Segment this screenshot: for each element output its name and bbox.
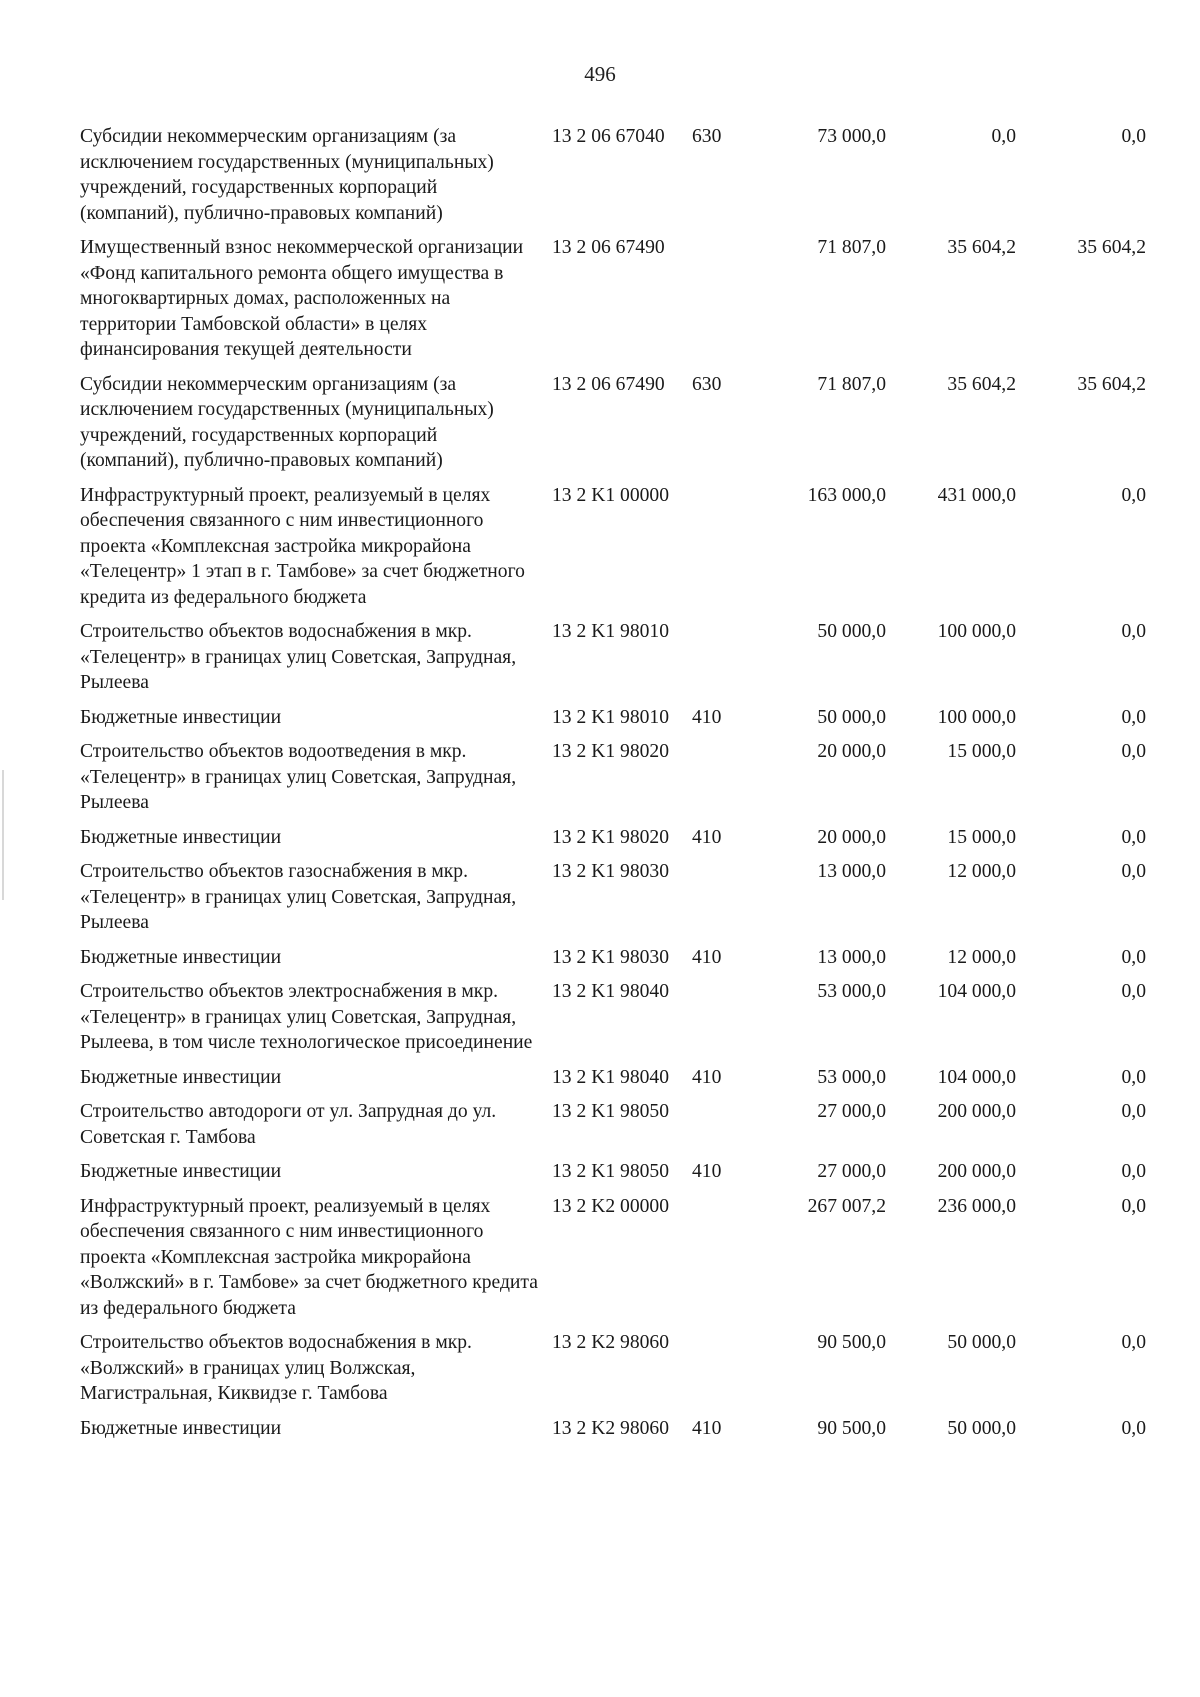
expenditure-name-cell: Строительство объектов водоснабжения в мкр. «Телецентр» в границах улиц Советская, Запрудная, Рылеева: [80, 621, 517, 693]
target-article-code-cell: 13 2 K1 98050: [552, 1101, 670, 1122]
amount-year2-cell: 15 000,0: [947, 741, 1016, 762]
amount-year1-cell: 27 000,0: [817, 1101, 886, 1122]
target-article-code-cell: 13 2 K1 98040: [552, 1066, 670, 1088]
expense-type-code-cell: 410: [692, 826, 722, 848]
amount-year2-cell: 50 000,0: [947, 1332, 1016, 1353]
target-article-code-cell: 13 2 K1 98020: [552, 741, 670, 762]
expenditure-name-cell: Бюджетные инвестиции: [80, 1161, 282, 1182]
expenditure-name-cell: Бюджетные инвестиции: [80, 706, 282, 728]
amount-year1-cell: 71 807,0: [817, 373, 886, 395]
target-article-code-cell: 13 2 06 67490: [552, 373, 665, 395]
amount-year3-cell: 0,0: [1121, 1101, 1146, 1122]
amount-year3-cell: 0,0: [1121, 126, 1146, 147]
expense-type-code-cell: 630: [692, 126, 722, 147]
expenditure-name-cell: Субсидии некоммерческим организациям (за исключением государственных (муниципальных) учреждений, государственных корпораций (компаний), публично-правовых компаний): [80, 126, 494, 224]
amount-year2-cell: 100 000,0: [937, 706, 1016, 728]
amount-year1-cell: 90 500,0: [817, 1332, 886, 1353]
amount-year2-cell: 0,0: [991, 126, 1016, 147]
amount-year2-cell: 100 000,0: [937, 621, 1016, 642]
expense-type-code-cell: 410: [692, 1417, 722, 1439]
amount-year3-cell: 0,0: [1121, 826, 1146, 848]
amount-year1-cell: 53 000,0: [817, 981, 886, 1002]
page-number: 496: [584, 62, 616, 86]
amount-year3-cell: 0,0: [1121, 484, 1146, 506]
target-article-code-cell: 13 2 06 67490: [552, 237, 665, 258]
amount-year3-cell: 0,0: [1121, 1332, 1146, 1353]
amount-year2-cell: 200 000,0: [937, 1101, 1016, 1122]
amount-year1-cell: 267 007,2: [807, 1195, 886, 1217]
target-article-code-cell: 13 2 K2 98060: [552, 1417, 670, 1439]
expense-type-code-cell: 410: [692, 1066, 722, 1088]
amount-year2-cell: 35 604,2: [947, 237, 1016, 258]
table-row: [80, 859, 1160, 936]
amount-year2-cell: 50 000,0: [947, 1417, 1016, 1439]
amount-year1-cell: 20 000,0: [817, 826, 886, 848]
amount-year2-cell: 200 000,0: [937, 1161, 1016, 1182]
table-row: [80, 1416, 1160, 1442]
scan-edge-mark: [2, 770, 4, 900]
table-row: [80, 739, 1160, 816]
amount-year3-cell: 0,0: [1121, 706, 1146, 728]
amount-year2-cell: 431 000,0: [937, 484, 1016, 506]
table-row: [80, 235, 1160, 363]
amount-year2-cell: 12 000,0: [947, 861, 1016, 882]
amount-year1-cell: 50 000,0: [817, 706, 886, 728]
amount-year2-cell: 15 000,0: [947, 826, 1016, 848]
table-row: [80, 1065, 1160, 1091]
expenditure-name-cell: Инфраструктурный проект, реализуемый в целях обеспечения связанного с ним инвестиционного проекта «Комплексная застройка микрорайона «Телецентр» 1 этап в г. Тамбове» за счет бюджетного кредита из федерального бюджета: [80, 484, 525, 608]
target-article-code-cell: 13 2 K1 98010: [552, 621, 670, 642]
target-article-code-cell: 13 2 K1 98010: [552, 706, 670, 728]
target-article-code-cell: 13 2 06 67040: [552, 126, 665, 147]
table-row: [80, 124, 1160, 226]
expenditure-name-cell: Бюджетные инвестиции: [80, 946, 282, 968]
amount-year2-cell: 104 000,0: [937, 1066, 1016, 1088]
amount-year1-cell: 90 500,0: [817, 1417, 886, 1439]
amount-year3-cell: 35 604,2: [1077, 237, 1146, 258]
expenditure-name-cell: Строительство объектов водоснабжения в мкр. «Волжский» в границах улиц Волжская, Магистральная, Киквидзе г. Тамбова: [80, 1332, 472, 1404]
expense-type-code-cell: 410: [692, 1161, 722, 1182]
amount-year2-cell: 35 604,2: [947, 373, 1016, 395]
table-row: [80, 1099, 1160, 1150]
expenditure-name-cell: Строительство объектов электроснабжения в мкр. «Телецентр» в границах улиц Советская, Запрудная, Рылеева, в том числе технологическое присоединение: [80, 981, 533, 1053]
amount-year2-cell: 12 000,0: [947, 946, 1016, 968]
amount-year2-cell: 104 000,0: [937, 981, 1016, 1002]
amount-year3-cell: 0,0: [1121, 946, 1146, 968]
table-row: [80, 619, 1160, 696]
table-row: [80, 372, 1160, 474]
expenditure-name-cell: Строительство объектов газоснабжения в мкр. «Телецентр» в границах улиц Советская, Запрудная, Рылеева: [80, 861, 517, 933]
table-row: [80, 1330, 1160, 1407]
amount-year1-cell: 13 000,0: [817, 946, 886, 968]
table-row: [80, 945, 1160, 971]
expenditure-name-cell: Бюджетные инвестиции: [80, 826, 282, 848]
table-row: [80, 483, 1160, 611]
target-article-code-cell: 13 2 K1 00000: [552, 484, 670, 506]
expenditure-name-cell: Инфраструктурный проект, реализуемый в целях обеспечения связанного с ним инвестиционного проекта «Комплексная застройка микрорайона «Волжский» в г. Тамбове» за счет бюджетного кредита из федерального бюджета: [80, 1195, 538, 1319]
amount-year1-cell: 13 000,0: [817, 861, 886, 882]
amount-year2-cell: 236 000,0: [937, 1195, 1016, 1217]
expenditure-name-cell: Строительство объектов водоотведения в мкр. «Телецентр» в границах улиц Советская, Запрудная, Рылеева: [80, 741, 517, 813]
amount-year3-cell: 0,0: [1121, 1417, 1146, 1439]
amount-year1-cell: 27 000,0: [817, 1161, 886, 1182]
amount-year1-cell: 71 807,0: [817, 237, 886, 258]
target-article-code-cell: 13 2 K1 98020: [552, 826, 670, 848]
amount-year3-cell: 0,0: [1121, 981, 1146, 1002]
table-row: [80, 705, 1160, 731]
expense-type-code-cell: 630: [692, 373, 722, 395]
amount-year1-cell: 20 000,0: [817, 741, 886, 762]
budget-table: [80, 124, 1160, 1450]
amount-year1-cell: 163 000,0: [807, 484, 886, 506]
target-article-code-cell: 13 2 K1 98050: [552, 1161, 670, 1182]
expense-type-code-cell: 410: [692, 946, 722, 968]
expenditure-name-cell: Строительство автодороги от ул. Запрудная до ул. Советская г. Тамбова: [80, 1101, 497, 1148]
table-row: [80, 1159, 1160, 1185]
table-row: [80, 1194, 1160, 1322]
amount-year3-cell: 0,0: [1121, 621, 1146, 642]
target-article-code-cell: 13 2 K2 00000: [552, 1195, 670, 1217]
expenditure-name-cell: Бюджетные инвестиции: [80, 1066, 282, 1088]
target-article-code-cell: 13 2 K1 98040: [552, 981, 670, 1002]
amount-year1-cell: 73 000,0: [817, 126, 886, 147]
expenditure-name-cell: Субсидии некоммерческим организациям (за исключением государственных (муниципальных) учреждений, государственных корпораций (компаний), публично-правовых компаний): [80, 373, 494, 471]
amount-year3-cell: 0,0: [1121, 861, 1146, 882]
expenditure-name-cell: Имущественный взнос некоммерческой организации «Фонд капитального ремонта общего имущества в многоквартирных домах, расположенных на территории Тамбовской области» в целях финансирования текущей деятельности: [80, 237, 524, 360]
table-row: [80, 979, 1160, 1056]
amount-year3-cell: 0,0: [1121, 1195, 1146, 1217]
target-article-code-cell: 13 2 K1 98030: [552, 946, 670, 968]
expense-type-code-cell: 410: [692, 706, 722, 728]
expenditure-name-cell: Бюджетные инвестиции: [80, 1417, 282, 1439]
table-row: [80, 825, 1160, 851]
amount-year3-cell: 35 604,2: [1077, 373, 1146, 395]
amount-year3-cell: 0,0: [1121, 1161, 1146, 1182]
target-article-code-cell: 13 2 K1 98030: [552, 861, 670, 882]
amount-year1-cell: 50 000,0: [817, 621, 886, 642]
amount-year3-cell: 0,0: [1121, 1066, 1146, 1088]
target-article-code-cell: 13 2 K2 98060: [552, 1332, 670, 1353]
amount-year1-cell: 53 000,0: [817, 1066, 886, 1088]
amount-year3-cell: 0,0: [1121, 741, 1146, 762]
